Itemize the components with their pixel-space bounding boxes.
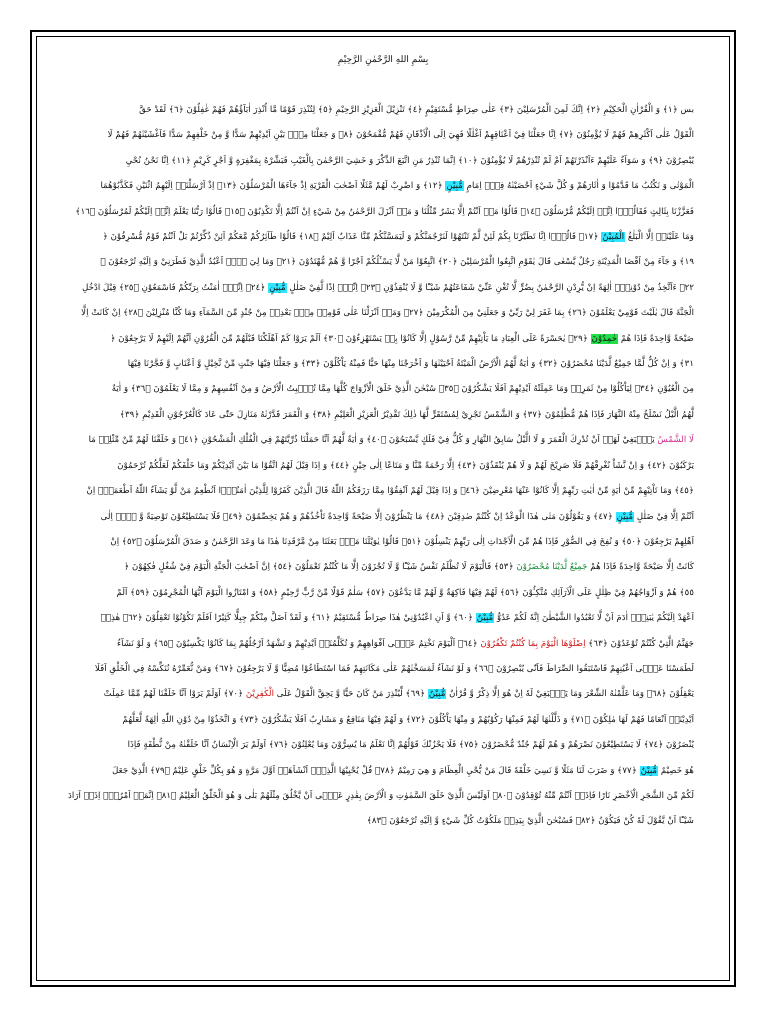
text-segment: لَكُمْ مِّنَ الشَّجَرِ الْاَخْضَرِ نَارًا فَاِذَاۤ اَنْتُمْ مِّنْهُ تُوْقِدُوْنَ ﴿٨٠﴾ اَوَلَيْسَ الَّذِيْ خَلَقَ السَّمٰوٰتِ وَ الْاَرْضَ بِقٰدِرٍ عَلٰۤى اَنْ يَّخْلُقَ مِثْلَهُمْ بَلٰى وَ هُوَ الْخَلّٰقُ الْعَلِيْمُ ﴿٨١﴾ اِنَّمَاۤ اَمْرُهٗۤ اِذَاۤ اَرَادَ xyxy=(68,790,694,801)
text-line xyxy=(84,530,694,555)
text-segment: ٥٥﴾ هُمْ وَ اَزْوَاجُهُمْ فِيْ ظِلٰلٍ عَلَى الْاَرَآئِكِ مُتَّكِـُٔوْنَ ﴿٥٦﴾ لَهُمْ فِيْهَا فَاكِهَةٌ وَّ لَهُمْ مَّا يَدَّعُوْنَ ﴿٥٧﴾ سَلٰمٌ قَوْلًا مِّنْ رَّبٍّ رَّحِيْمٍ ﴿٥٨﴾ وَ امْتَازُوا الْيَوْمَ اَيُّهَا الْمُجْرِمُوْنَ ﴿٥٩﴾ اَلَمْ xyxy=(116,587,694,598)
basmala-header: بِسْمِ اللهِ الرَّحْمٰنِ الرَّحِيْمِ xyxy=(337,55,429,65)
text-segment: ﴿٧٧﴾ وَ ضَرَبَ لَنَا مَثَلًا وَّ نَسِيَ خَلْقَهٗ قَالَ مَنْ يُّحْيِ الْعِظَامَ وَ هِيَ رَمِيْمٌ ﴿٧٨﴾ قُلْ يُحْيِيْهَا الَّذِيْۤ اَنْشَاَهَاۤ اَوَّلَ مَرَّةٍ وَ هُوَ بِكُلِّ خَلْقٍ عَلِيْمٌ ﴿٧٩﴾ الَّذِيْ جَعَلَ xyxy=(112,765,640,776)
text-line xyxy=(84,759,694,784)
highlighted-word: مُّبِيْنٌ xyxy=(476,613,494,624)
text-segment: لَطَمَسْنَا عَلٰۤى اَعْيُنِهِمْ فَاسْتَبَقُوا الصِّرَاطَ فَاَنّٰى يُبْصِرُوْنَ ﴿٦٦﴾ وَ لَوْ نَشَآءُ لَمَسَخْنٰهُمْ عَلٰى مَكَانَتِهِمْ فَمَا اسْتَطَاعُوْا مُضِيًّا وَّ لَا يَرْجِعُوْنَ ﴿٦٧﴾ وَمَنْ نُّعَمِّرْهُ نُنَكِّسْهُ فِي الْخَلْقِ اَفَلَا xyxy=(94,663,694,674)
text-segment: الْقَوْلُ عَلٰى اَكْثَرِهِمْ فَهُمْ لَا يُؤْمِنُوْنَ ﴿٧﴾ اِنَّا جَعَلْنَا فِيْ اَعْنَاقِهِمْ اَغْلٰلًا فَهِيَ اِلَى الْاَذْقَانِ فَهُمْ مُّقْمَحُوْنَ ﴿٨﴾ وَ جَعَلْنَا مِنْۢ بَيْنِ اَيْدِيْهِمْ سَدًّا وَّ مِنْ خَلْفِهِمْ سَدًّا فَاَغْشَيْنٰهُمْ فَهُمْ لَا xyxy=(107,130,694,141)
highlighted-word: مُّبِيْنٍ xyxy=(269,282,286,293)
text-segment: ﴿٦٩﴾ لِّيُنْذِرَ مَنْ كَانَ حَيًّا وَّ يَحِقَّ الْقَوْلُ عَلَى xyxy=(273,689,428,700)
text-line xyxy=(84,403,694,428)
text-segment: الْجَنَّةَ قَالَ يٰلَيْتَ قَوْمِيْ يَعْلَمُوْنَ ﴿٢٦﴾ بِمَا غَفَرَ لِيْ رَبِّيْ وَ جَعَلَنِيْ مِنَ الْمُكْرَمِيْنَ ﴿٢٧﴾ وَمَاۤ اَنْزَلْنَا عَلٰى قَوْمِهٖ مِنْۢ بَعْدِهٖ مِنْ جُنْدٍ مِّنَ السَّمَآءِ وَمَا كُنَّا مُنْزِلِيْنَ ﴿٢٨﴾ اِنْ كَانَتْ اِلَّا xyxy=(81,308,694,319)
text-line xyxy=(84,327,694,352)
text-line xyxy=(84,454,694,479)
surah-text-body xyxy=(68,98,694,945)
text-line xyxy=(84,174,694,199)
text-segment: ﴿٤٥﴾ وَمَا تَاْتِيْهِمْ مِّنْ اٰيَةٍ مِّنْ اٰيٰتِ رَبِّهِمْ اِلَّا كَانُوْا عَنْهَا مُعْرِضِيْنَ ﴿٤٦﴾ وَ اِذَا قِيْلَ لَهُمْ اَنْفِقُوْا مِمَّا رَزَقَكُمُ اللّٰهُ قَالَ الَّذِيْنَ كَفَرُوْا لِلَّذِيْنَ اٰمَنُوْۤا اَنُطْعِمُ مَنْ لَّوْ يَشَآءُ اللّٰهُ اَطْعَمَهٗۤ اِنْ xyxy=(86,486,694,497)
text-line xyxy=(84,682,694,707)
text-line xyxy=(84,809,694,834)
text-segment: ﴿٢٤﴾ اِنِّيْۤ اٰمَنْتُ بِرَبِّكُمْ فَاسْمَعُوْنِ ﴿٢٥﴾ قِيْلَ ادْخُلِ xyxy=(82,282,269,293)
text-segment: شَيْـًٔا اَنْ يَّقُوْلَ لَهٗ كُنْ فَيَكُوْنُ ﴿٨٢﴾ فَسُبْحٰنَ الَّذِيْ بِيَدِهٖ مَلَكُوْتُ كُلِّ شَيْءٍ وَّ اِلَيْهِ تُرْجَعُوْنَ ﴿٨٣﴾ xyxy=(366,816,694,827)
highlighted-word: الْكٰفِرِيْنَ xyxy=(245,689,274,700)
text-line xyxy=(84,581,694,606)
highlighted-word: خٰمِدُوْنَ xyxy=(591,333,618,344)
text-line xyxy=(84,657,694,682)
text-line xyxy=(84,225,694,250)
text-line xyxy=(84,352,694,377)
highlighted-word: مُّبِيْنٍ xyxy=(446,181,463,192)
text-line xyxy=(84,250,694,275)
text-segment: اَهْلِهِمْ يَرْجِعُوْنَ ﴿٥٠﴾ وَ نُفِخَ فِي الصُّوْرِ فَاِذَا هُمْ مِّنَ الْاَجْدَاثِ اِلٰى رَبِّهِمْ يَنْسِلُوْنَ ﴿٥١﴾ قَالُوْا يٰوَيْلَنَا مَنْۢ بَعَثَنَا مِنْ مَّرْقَدِنَا هٰذَا مَا وَعَدَ الرَّحْمٰنُ وَ صَدَقَ الْمُرْسَلُوْنَ ﴿٥٢﴾ اِنْ xyxy=(110,536,694,547)
text-segment: مِنَ الْعُيُوْنِ ﴿٣٤﴾ لِيَاْكُلُوْا مِنْ ثَمَرِهٖ وَمَا عَمِلَتْهُ اَيْدِيْهِمْ اَفَلَا يَشْكُرُوْنَ ﴿٣٥﴾ سُبْحٰنَ الَّذِيْ خَلَقَ الْاَزْوَاجَ كُلَّهَا مِمَّا تُنْۢبِتُ الْاَرْضُ وَ مِنْ اَنْفُسِهِمْ وَ مِمَّا لَا يَعْلَمُوْنَ ﴿٣٦﴾ وَ اٰيَةٌ xyxy=(111,384,694,395)
highlighted-word: الْمُبِيْنُ xyxy=(602,232,625,243)
text-line xyxy=(84,708,694,733)
text-segment: اَنْتُمْ اِلَّا فِيْ ضَلٰلٍ xyxy=(634,511,694,522)
text-line xyxy=(84,632,694,657)
text-line xyxy=(84,733,694,758)
text-line xyxy=(84,505,694,530)
text-line xyxy=(81,301,694,326)
text-segment: ﴿٤٧﴾ وَ يَقُوْلُوْنَ مَتٰى هٰذَا الْوَعْدُ اِنْ كُنْتُمْ صٰدِقِيْنَ ﴿٤٨﴾ مَا يَنْظُرُوْنَ اِلَّا صَيْحَةً وَّاحِدَةً تَاْخُذُهُمْ وَ هُمْ يَخِصِّمُوْنَ ﴿٤٩﴾ فَلَا يَسْتَطِيْعُوْنَ تَوْصِيَةً وَّ لَاۤ اِلٰى xyxy=(100,511,616,522)
text-segment: وَمَا عَلَيْنَاۤ اِلَّا الْبَلٰغُ xyxy=(625,232,694,243)
text-segment: يَعْقِلُوْنَ ﴿٦٨﴾ وَمَا عَلَّمْنٰهُ الشِّعْرَ وَمَا يَنْۢبَغِيْ لَهٗ اِنْ هُوَ اِلَّا ذِكْرٌ وَّ قُرْاٰنٌ xyxy=(446,689,694,700)
text-line xyxy=(84,98,694,123)
text-segment: ٢٢﴾ ءَاَتَّخِذُ مِنْ دُوْنِهٖۤ اٰلِهَةً اِنْ يُّرِدْنِ الرَّحْمٰنُ بِضُرٍّ لَّا تُغْنِ عَنِّيْ شَفَاعَتُهُمْ شَيْـًٔا وَّ لَا يُنْقِذُوْنِ ﴿٢٣﴾ اِنِّيْۤ اِذًا لَّفِيْ ضَلٰلٍ xyxy=(286,282,694,293)
page-frame xyxy=(30,30,736,987)
highlighted-word: مُّبِيْنٌ xyxy=(640,765,658,776)
text-segment: يَرْكَبُوْنَ ﴿٤٢﴾ وَ اِنْ نَّشَاْ نُغْرِقْهُمْ فَلَا صَرِيْخَ لَهُمْ وَ لَا هُمْ يُنْقَذُوْنَ ﴿٤٣﴾ اِلَّا رَحْمَةً مِّنَّا وَ مَتَاعًا اِلٰى حِيْنٍ ﴿٤٤﴾ وَ اِذَا قِيْلَ لَهُمُ اتَّقُوْا مَا بَيْنَ اَيْدِيْكُمْ وَمَا خَلْفَكُمْ لَعَلَّكُمْ تُرْحَمُوْنَ xyxy=(117,460,694,471)
text-segment: ﴿١٧﴾ قَالُوْۤا اِنَّا تَطَيَّرْنَا بِكُمْ لَئِنْ لَّمْ تَنْتَهُوْا لَنَرْجُمَنَّكُمْ وَ لَيَمَسَّنَّكُمْ مِّنَّا عَذَابٌ اَلِيْمٌ ﴿١٨﴾ قَالُوْا طَآئِرُكُمْ مَّعَكُمْ اَئِنْ ذُكِّرْتُمْ بَلْ اَنْتُمْ قَوْمٌ مُّسْرِفُوْنَ ﴿ xyxy=(102,232,602,243)
text-line xyxy=(84,555,694,580)
text-segment: يَنْۢبَغِيْ لَهَاۤ اَنْ تُدْرِكَ الْقَمَرَ وَ لَا الَّيْلُ سَابِقُ النَّهَارِ وَ كُلٌّ فِيْ فَلَكٍ يَّسْبَحُوْنَ ﴿٤٠﴾ وَ اٰيَةٌ لَّهُمْ اَنَّا حَمَلْنَا ذُرِّيَّتَهُمْ فِي الْفُلْكِ الْمَشْحُوْنِ ﴿٤١﴾ وَ خَلَقْنَا لَهُمْ مِّنْ مِّثْلِهٖ مَا xyxy=(88,435,658,446)
text-segment: جَهَنَّمُ الَّتِيْ كُنْتُمْ تُوْعَدُوْنَ ﴿٦٣﴾ xyxy=(585,638,694,649)
text-segment: فَعَزَّزْنَا بِثَالِثٍ فَقَالُوْۤا اِنَّاۤ اِلَيْكُمْ مُّرْسَلُوْنَ ﴿١٤﴾ قَالُوْا مَاۤ اَنْتُمْ اِلَّا بَشَرٌ مِّثْلُنَا وَ مَاۤ اَنْزَلَ الرَّحْمٰنُ مِنْ شَيْءٍ اِنْ اَنْتُمْ اِلَّا تَكْذِبُوْنَ ﴿١٥﴾ قَالُوْا رَبُّنَا يَعْلَمُ اِنَّاۤ اِلَيْكُمْ لَمُرْسَلُوْنَ ﴿١٦﴾ xyxy=(75,206,694,217)
text-segment: ﴿٦٠﴾ وَّ اَنِ اعْبُدُوْنِيْ هٰذَا صِرَاطٌ مُّسْتَقِيْمٌ ﴿٦١﴾ وَ لَقَدْ اَضَلَّ مِنْكُمْ جِبِلًّا كَثِيْرًا اَفَلَمْ تَكُوْنُوْا تَعْقِلُوْنَ ﴿٦٢﴾ هٰذِهٖ xyxy=(100,613,476,624)
text-line xyxy=(84,479,694,504)
text-line xyxy=(75,200,694,225)
text-segment: ١٩﴾ وَ جَآءَ مِنْ اَقْصَا الْمَدِيْنَةِ رَجُلٌ يَّسْعٰى قَالَ يٰقَوْمِ اتَّبِعُوا الْمُرْسَلِيْنَ ﴿٢٠﴾ اتَّبِعُوْا مَنْ لَّا يَسْـَٔلُكُمْ اَجْرًا وَّ هُمْ مُّهْتَدُوْنَ ﴿٢١﴾ وَمَا لِيَ لَاۤ اَعْبُدُ الَّذِيْ فَطَرَنِيْ وَ اِلَيْهِ تُرْجَعُوْنَ ﴿ xyxy=(100,257,694,268)
highlighted-word: جَمِيْعٌ لَّدَيْنَا مُحْضَرُوْنَ xyxy=(516,562,588,573)
text-line xyxy=(84,276,694,301)
text-segment: يُنْصَرُوْنَ ﴿٧٤﴾ لَا يَسْتَطِيْعُوْنَ نَصْرَهُمْ وَ هُمْ لَهُمْ جُنْدٌ مُّحْضَرُوْنَ ﴿٧٥﴾ فَلَا يَحْزُنْكَ قَوْلُهُمْ اِنَّا نَعْلَمُ مَا يُسِرُّوْنَ وَمَا يُعْلِنُوْنَ ﴿٧٦﴾ اَوَلَمْ يَرَ الْاِنْسَانُ اَنَّا خَلَقْنٰهُ مِنْ نُّطْفَةٍ فَاِذَا xyxy=(127,740,694,751)
text-segment: لَّهُمُ الَّيْلُ نَسْلَخُ مِنْهُ النَّهَارَ فَاِذَا هُمْ مُّظْلِمُوْنَ ﴿٣٧﴾ وَ الشَّمْسُ تَجْرِيْ لِمُسْتَقَرٍّ لَّهَا ذٰلِكَ تَقْدِيْرُ الْعَزِيْزِ الْعَلِيْمِ ﴿٣٨﴾ وَ الْقَمَرَ قَدَّرْنٰهُ مَنَازِلَ حَتّٰى عَادَ كَالْعُرْجُوْنِ الْقَدِيْمِ ﴿٣٩﴾ xyxy=(119,409,694,420)
highlighted-word: اِصْلَوْهَا الْيَوْمَ بِمَا كُنْتُمْ تَكْفُرُوْنَ xyxy=(480,638,586,649)
text-segment: ﴿٦٤﴾ اَلْيَوْمَ نَخْتِمُ عَلٰۤى اَفْوَاهِهِمْ وَ تُكَلِّمُنَاۤ اَيْدِيْهِمْ وَ تَشْهَدُ اَرْجُلُهُمْ بِمَا كَانُوْا يَكْسِبُوْنَ ﴿٦٥﴾ وَ لَوْ نَشَآءُ xyxy=(117,638,481,649)
text-line xyxy=(84,428,694,453)
text-segment: ﴿٢٩﴾ يٰحَسْرَةً عَلَى الْعِبَادِ مَا يَاْتِيْهِمْ مِّنْ رَّسُوْلٍ اِلَّا كَانُوْا بِهٖ يَسْتَهْزِءُوْنَ ﴿٣٠﴾ اَلَمْ يَرَوْا كَمْ اَهْلَكْنَا قَبْلَهُمْ مِّنَ الْقُرُوْنِ اَنَّهُمْ اِلَيْهِمْ لَا يَرْجِعُوْنَ ﴿ xyxy=(110,333,591,344)
highlighted-word: مُّبِيْنٌ xyxy=(428,689,446,700)
text-segment: ﴿٧٠﴾ اَوَلَمْ يَرَوْا اَنَّا خَلَقْنَا لَهُمْ مِّمَّا عَمِلَتْ xyxy=(103,689,246,700)
text-segment: هُوَ خَصِيْمٌ xyxy=(658,765,694,776)
text-segment: ﴿١٢﴾ وَ اضْرِبْ لَهُمْ مَّثَلًا اَصْحٰبَ الْقَرْيَةِ اِذْ جَآءَهَا الْمُرْسَلُوْنَ ﴿١٣﴾ اِذْ اَرْسَلْنَاۤ اِلَيْهِمُ اثْنَيْنِ فَكَذَّبُوْهُمَا xyxy=(100,181,446,192)
text-segment: بس ﴿١﴾ وَ الْقُرْاٰنِ الْحَكِيْمِ ﴿٢﴾ اِنَّكَ لَمِنَ الْمُرْسَلِيْنَ ﴿٣﴾ عَلٰى صِرَاطٍ مُّسْتَقِيْمٍ ﴿٤﴾ تَنْزِيْلَ الْعَزِيْزِ الرَّحِيْمِ ﴿٥﴾ لِتُنْذِرَ قَوْمًا مَّا اُنْذِرَ اٰبَآؤُهُمْ فَهُمْ غٰفِلُوْنَ ﴿٦﴾ لَقَدْ حَقَّ xyxy=(139,105,694,115)
text-segment: صَيْحَةً وَّاحِدَةً فَاِذَا هُمْ xyxy=(618,333,694,344)
text-line xyxy=(84,149,694,174)
text-line xyxy=(84,606,694,631)
text-segment: كَانَتْ اِلَّا صَيْحَةً وَّاحِدَةً فَاِذَا هُمْ xyxy=(587,562,694,573)
highlighted-word: لَا الشَّمْسُ xyxy=(657,435,694,446)
highlighted-word: مُّبِيْنٍ xyxy=(616,511,634,522)
text-line xyxy=(84,123,694,148)
text-segment: ٣١﴾ وَ اِنْ كُلٌّ لَّمَّا جَمِيْعٌ لَّدَيْنَا مُحْضَرُوْنَ ﴿٣٢﴾ وَ اٰيَةٌ لَّهُمُ الْاَرْضُ الْمَيْتَةُ اَحْيَيْنٰهَا وَ اَخْرَجْنَا مِنْهَا حَبًّا فَمِنْهُ يَاْكُلُوْنَ ﴿٣٣﴾ وَ جَعَلْنَا فِيْهَا جَنّٰتٍ مِّنْ نَّخِيْلٍ وَّ اَعْنَابٍ وَّ فَجَّرْنَا فِيْهَا xyxy=(127,359,694,370)
text-line xyxy=(68,784,694,809)
text-segment: يُبْصِرُوْنَ ﴿٩﴾ وَ سَوَآءٌ عَلَيْهِمْ ءَاَنْذَرْتَهُمْ اَمْ لَمْ تُنْذِرْهُمْ لَا يُؤْمِنُوْنَ ﴿١٠﴾ اِنَّمَا تُنْذِرُ مَنِ اتَّبَعَ الذِّكْرَ وَ خَشِيَ الرَّحْمٰنَ بِالْغَيْبِ فَبَشِّرْهُ بِمَغْفِرَةٍ وَّ اَجْرٍ كَرِيْمٍ ﴿١١﴾ اِنَّا نَحْنُ نُحْيِ xyxy=(125,155,694,166)
text-segment: اَيْدِيْنَاۤ اَنْعَامًا فَهُمْ لَهَا مٰلِكُوْنَ ﴿٧١﴾ وَ ذَلَّلْنٰهَا لَهُمْ فَمِنْهَا رَكُوْبُهُمْ وَ مِنْهَا يَاْكُلُوْنَ ﴿٧٢﴾ وَ لَهُمْ فِيْهَا مَنَافِعُ وَ مَشَارِبُ اَفَلَا يَشْكُرُوْنَ ﴿٧٣﴾ وَ اتَّخَذُوْا مِنْ دُوْنِ اللّٰهِ اٰلِهَةً لَّعَلَّهُمْ xyxy=(122,714,694,725)
text-segment: الْمَوْتٰى وَ نَكْتُبُ مَا قَدَّمُوْا وَ اٰثَارَهُمْ وَ كُلَّ شَيْءٍ اَحْصَيْنٰهُ فِيْۤ اِمَامٍ xyxy=(463,181,694,192)
text-line xyxy=(84,377,694,402)
text-segment: ﴿٥٣﴾ فَالْيَوْمَ لَا تُظْلَمُ نَفْسٌ شَيْـًٔا وَّ لَا تُجْزَوْنَ اِلَّا مَا كُنْتُمْ تَعْمَلُوْنَ ﴿٥٤﴾ اِنَّ اَصْحٰبَ الْجَنَّةِ الْيَوْمَ فِيْ شُغُلٍ فٰكِهُوْنَ ﴿ xyxy=(124,562,517,573)
text-segment: اَعْهَدْ اِلَيْكُمْ يٰبَنِيْۤ اٰدَمَ اَنْ لَّا تَعْبُدُوا الشَّيْطٰنَ اِنَّهٗ لَكُمْ عَدُوٌّ xyxy=(494,613,694,624)
